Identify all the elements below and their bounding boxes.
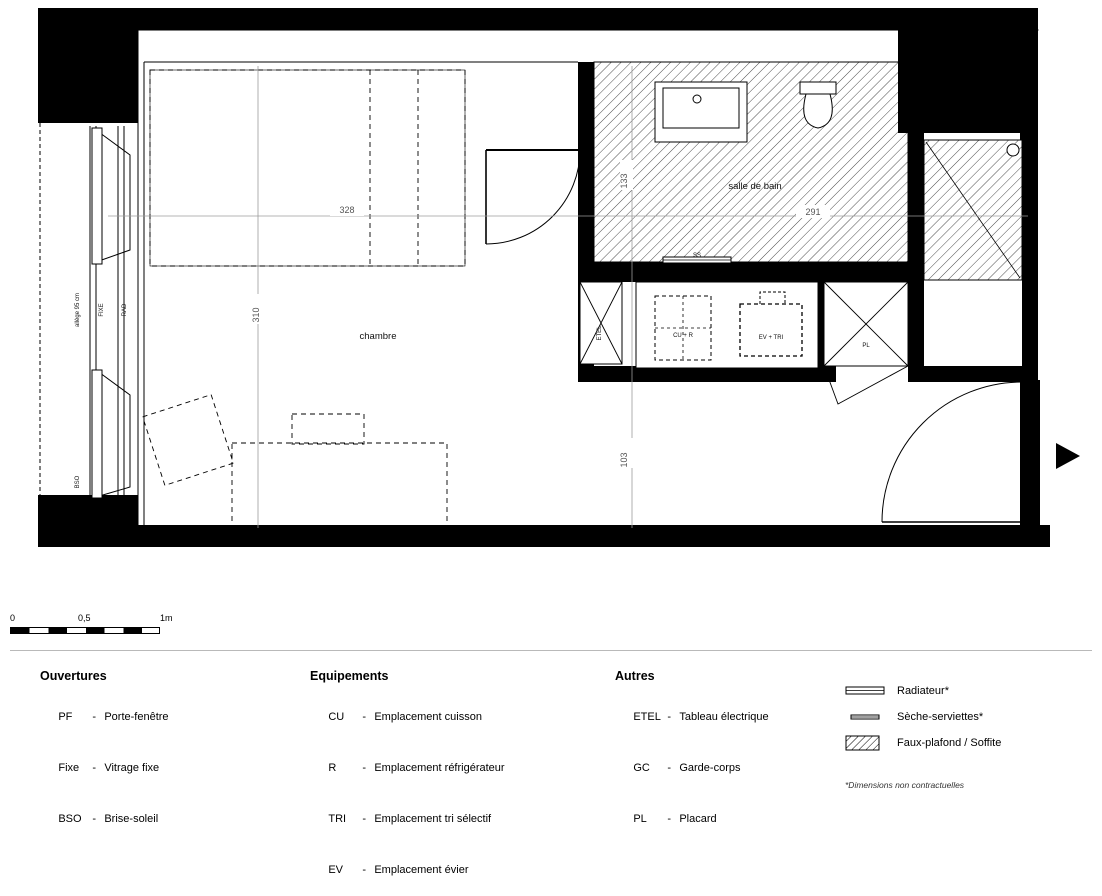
annotation-allege: allège 95 cm <box>75 293 81 327</box>
legend-symbol-seche-serviettes <box>845 704 1001 730</box>
legend-dash: - <box>362 760 374 777</box>
legend-title-autres: Autres <box>615 668 769 685</box>
legend-code: GC <box>633 760 667 777</box>
dim-103: 103 <box>619 452 629 467</box>
legend-label: Emplacement tri sélectif <box>374 813 491 825</box>
room-label-chambre: chambre <box>360 331 397 342</box>
legend-dash: - <box>667 760 679 777</box>
legend-dash: - <box>92 709 104 726</box>
legend-code: PL <box>633 811 667 828</box>
entrance-arrow-icon <box>1056 443 1080 469</box>
legend-item <box>40 794 169 845</box>
legend-dash: - <box>92 811 104 828</box>
legend-code: Fixe <box>58 760 92 777</box>
annotation-fixe: FIXE <box>99 303 105 316</box>
bedroom-furniture <box>143 70 465 528</box>
annotation-ev-tri: EV + TRI <box>759 335 784 341</box>
legend-column-autres <box>615 668 769 845</box>
legend <box>0 650 1102 800</box>
legend-symbol-label: Faux-plafond / Soffite <box>897 737 1001 749</box>
legend-label: Garde-corps <box>679 762 740 774</box>
legend-divider <box>10 650 1092 651</box>
kitchen-zone <box>580 282 908 404</box>
hatch-icon <box>845 735 885 751</box>
legend-footnote: *Dimensions non contractuelles <box>845 780 964 790</box>
legend-item <box>615 743 769 794</box>
legend-title-equipements: Equipements <box>310 668 505 685</box>
radiator-icon <box>845 683 885 699</box>
scale-bar <box>10 613 180 643</box>
legend-item <box>310 743 505 794</box>
dim-328: 328 <box>339 205 354 215</box>
legend-label: Brise-soleil <box>104 813 158 825</box>
legend-label: Tableau électrique <box>679 711 768 723</box>
legend-item <box>310 692 505 743</box>
legend-item <box>615 794 769 845</box>
legend-code: CU <box>328 709 362 726</box>
legend-dash: - <box>362 709 374 726</box>
scale-tick-05: 0,5 <box>78 613 91 623</box>
legend-column-ouvertures <box>40 668 169 845</box>
legend-code: TRI <box>328 811 362 828</box>
towel-warmer-icon <box>845 709 885 725</box>
legend-title-ouvertures: Ouvertures <box>40 668 169 685</box>
room-label-salle-de-bain: salle de bain <box>728 181 781 192</box>
annotation-etel: ETEL <box>597 325 603 341</box>
legend-label: Vitrage fixe <box>104 762 159 774</box>
legend-item <box>310 845 505 896</box>
legend-item <box>40 692 169 743</box>
legend-dash: - <box>92 760 104 777</box>
legend-item <box>310 794 505 845</box>
dim-133: 133 <box>619 173 629 188</box>
legend-column-equipements <box>310 668 505 896</box>
legend-code: ETEL <box>633 709 667 726</box>
legend-label: Emplacement évier <box>374 864 468 876</box>
legend-symbols <box>845 678 1001 756</box>
legend-dash: - <box>362 862 374 879</box>
legend-symbol-radiateur <box>845 678 1001 704</box>
scale-tick-1m: 1m <box>160 613 173 623</box>
annotation-rad: RAD <box>122 303 128 316</box>
dim-291: 291 <box>805 207 820 217</box>
legend-symbol-faux-plafond <box>845 730 1001 756</box>
legend-code: EV <box>328 862 362 879</box>
legend-label: Emplacement cuisson <box>374 711 482 723</box>
legend-symbol-label: Sèche-serviettes* <box>897 711 983 723</box>
legend-symbol-label: Radiateur* <box>897 685 949 697</box>
dim-310: 310 <box>251 307 261 322</box>
legend-item <box>615 692 769 743</box>
legend-label: Porte-fenêtre <box>104 711 168 723</box>
annotation-cu-r: CU + R <box>673 333 694 339</box>
scale-bar-graphic <box>10 627 160 634</box>
legend-item <box>40 743 169 794</box>
legend-code: R <box>328 760 362 777</box>
legend-label: Emplacement réfrigérateur <box>374 762 504 774</box>
legend-code: PF <box>58 709 92 726</box>
legend-code: BSO <box>58 811 92 828</box>
legend-label: Placard <box>679 813 716 825</box>
legend-dash: - <box>667 709 679 726</box>
legend-dash: - <box>667 811 679 828</box>
annotation-ss: SS <box>693 253 701 259</box>
legend-dash: - <box>362 811 374 828</box>
annotation-pl: PL <box>862 343 870 349</box>
scale-tick-0: 0 <box>10 613 15 623</box>
annotation-bso: BSO <box>75 475 81 488</box>
